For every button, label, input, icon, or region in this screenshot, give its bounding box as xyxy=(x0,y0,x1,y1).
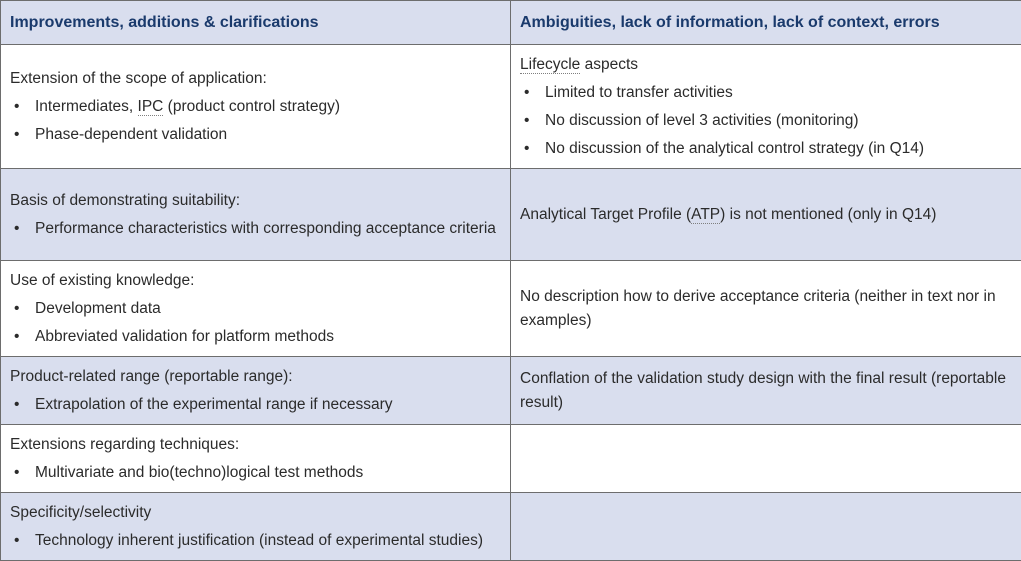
right-cell: No description how to derive acceptance criteria (neither in text nor in examples) xyxy=(511,261,1021,357)
table-row xyxy=(1,493,1021,561)
header-ambiguities: Ambiguities, lack of information, lack of context, errors xyxy=(511,1,1021,45)
list-item: • Development data xyxy=(10,297,501,321)
list-item: • No discussion of level 3 activities (monitoring) xyxy=(520,109,1012,133)
left-cell xyxy=(1,357,511,425)
bullet-list xyxy=(10,95,501,147)
list-item: • Extrapolation of the experimental range if necessary xyxy=(10,393,501,417)
list-item: • Limited to transfer activities xyxy=(520,81,1012,105)
cell-title: Use of existing knowledge: xyxy=(10,269,501,293)
cell-title: Extensions regarding techniques: xyxy=(10,433,501,457)
cell-title: Specificity/selectivity xyxy=(10,501,501,525)
list-item: • Intermediates, IPC (product control strategy) xyxy=(10,95,501,119)
left-cell xyxy=(1,261,511,357)
table-row xyxy=(1,45,1021,169)
list-item: • Abbreviated validation for platform methods xyxy=(10,325,501,349)
bullet-list xyxy=(10,217,501,241)
abbreviation-ipc[interactable]: IPC xyxy=(138,98,164,116)
abbreviation-lifecycle[interactable]: Lifecycle xyxy=(520,56,580,74)
bullet-list xyxy=(10,461,501,485)
table-row xyxy=(1,261,1021,357)
abbreviation-atp[interactable]: ATP xyxy=(691,206,720,224)
table-row xyxy=(1,357,1021,425)
left-cell xyxy=(1,169,511,261)
bullet-list xyxy=(10,393,501,417)
right-cell xyxy=(511,45,1021,169)
list-item: • Phase-dependent validation xyxy=(10,123,501,147)
list-item: • Technology inherent justification (instead of experimental studies) xyxy=(10,529,501,553)
table-row xyxy=(1,169,1021,261)
left-cell xyxy=(1,425,511,493)
bullet-list xyxy=(10,297,501,349)
left-cell xyxy=(1,493,511,561)
left-cell xyxy=(1,45,511,169)
cell-title: Basis of demonstrating suitability: xyxy=(10,189,501,213)
list-item: • Multivariate and bio(techno)logical test methods xyxy=(10,461,501,485)
list-item: • Performance characteristics with corresponding acceptance criteria xyxy=(10,217,501,241)
right-cell: Analytical Target Profile (ATP) is not mentioned (only in Q14) xyxy=(511,169,1021,261)
right-cell-empty xyxy=(511,493,1021,561)
table-row xyxy=(1,425,1021,493)
header-improvements: Improvements, additions & clarifications xyxy=(1,1,511,45)
cell-title: Extension of the scope of application: xyxy=(10,67,501,91)
header-row xyxy=(1,1,1021,45)
cell-title: Lifecycle aspects xyxy=(520,53,1012,77)
bullet-list xyxy=(10,529,501,553)
bullet-list xyxy=(520,81,1012,161)
right-cell: Conflation of the validation study design with the final result (reportable result) xyxy=(511,357,1021,425)
list-item: • No discussion of the analytical control strategy (in Q14) xyxy=(520,137,1012,161)
cell-title: Product-related range (reportable range): xyxy=(10,365,501,389)
right-cell-empty xyxy=(511,425,1021,493)
